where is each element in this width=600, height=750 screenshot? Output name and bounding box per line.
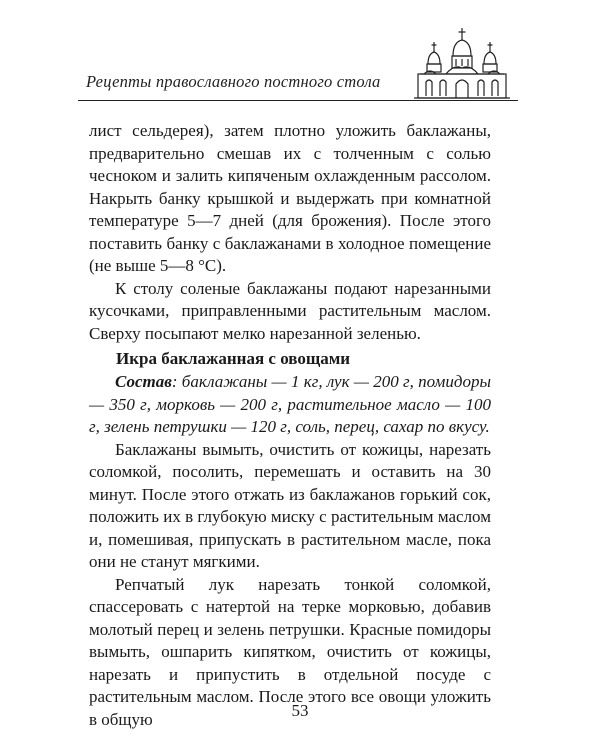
cathedral-icon [410, 26, 514, 100]
header-rule [78, 100, 518, 101]
recipe-title: Икра баклажанная с овощами [116, 349, 351, 368]
running-title: Рецепты православного постного стола [86, 72, 381, 91]
composition-text: : баклажаны — 1 кг, лук — 200 г, помидоры — 350 г, морковь — 200 г, растительное масло — 100 г, зелень петрушки — 120 г, соль, перец, сахар по вкусу. [89, 372, 491, 436]
paragraph: К столу соленые баклажаны подают нарезанными кусочками, приправленными растительным маслом. Сверху посыпают мелко нарезанной зеленью. [89, 278, 491, 343]
page-number: 53 [291, 701, 309, 720]
recipe-step: Репчатый лук нарезать тонкой соломкой, спассеровать с натертой на терке морковью, добавив молотый перец и зелень петрушки. Красные помидоры вымыть, ошпарить кипятком, очистить от кожицы, нарезать и припустить в отдельной посуде с растительным маслом. После этого все овощи уложить в общую [89, 574, 491, 729]
recipe-step: Баклажаны вымыть, очистить от кожицы, нарезать соломкой, посолить, перемешать и оставить на 30 минут. После этого отжать из баклажанов горький сок, положить их в глубокую миску с растительным маслом и, помешивая, припускать в растительном масле, пока они не станут мягкими. [89, 439, 491, 571]
paragraph: лист сельдерея), затем плотно уложить баклажаны, предварительно смешав их с толченным с солью чесноком и залить кипяченым охлажденным рассолом. Накрыть банку крышкой и выдержать при комнатной температуре 5—7 дней (для брожения). После этого поставить банку с баклажанами в холодное помещение (не выше 5—8 °С). [89, 121, 491, 275]
running-header [78, 26, 518, 106]
continued-text [89, 120, 491, 345]
recipe-body [89, 371, 491, 731]
recipe-composition [89, 371, 491, 439]
composition-label: Состав [115, 372, 172, 391]
